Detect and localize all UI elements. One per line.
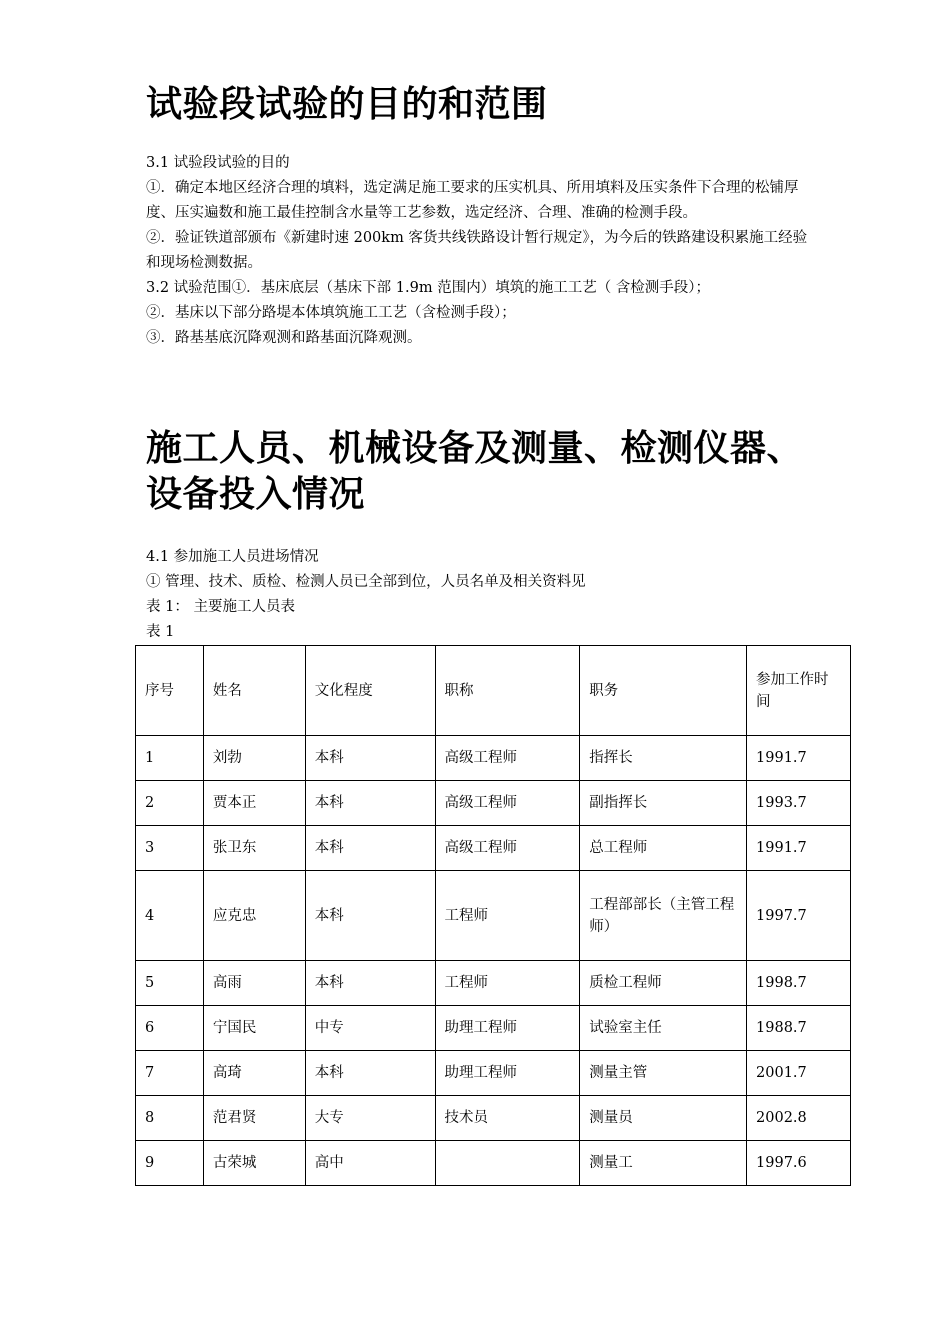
table-cell: 1988.7 xyxy=(747,1006,851,1051)
table-cell: 测量员 xyxy=(580,1096,747,1141)
table-cell: 本科 xyxy=(305,736,435,781)
header-cell: 职务 xyxy=(580,646,747,736)
table-cell: 高级工程师 xyxy=(435,781,580,826)
table-cell: 中专 xyxy=(305,1006,435,1051)
table-cell: 高中 xyxy=(305,1141,435,1186)
table-cell: 高雨 xyxy=(203,961,305,1006)
table-cell: 技术员 xyxy=(435,1096,580,1141)
table-cell: 张卫东 xyxy=(203,826,305,871)
table-cell: 2001.7 xyxy=(747,1051,851,1096)
table-cell: 测量主管 xyxy=(580,1051,747,1096)
table-cell: 1 xyxy=(136,736,204,781)
table-cell: 5 xyxy=(136,961,204,1006)
purpose-item-2: ②．验证铁道部颁布《新建时速 200km 客货共线铁路设计暂行规定》，为今后的铁路建设积累施工经验和现场检测数据。 xyxy=(146,230,808,271)
table-cell: 7 xyxy=(136,1051,204,1096)
table-row xyxy=(136,1006,851,1051)
table-cell: 9 xyxy=(136,1141,204,1186)
table-cell: 本科 xyxy=(305,781,435,826)
table-cell: 2002.8 xyxy=(747,1096,851,1141)
table-cell: 应克忠 xyxy=(203,871,305,961)
scope-item-2: ②．基床以下部分路堤本体填筑施工工艺（含检测手段）； xyxy=(146,305,516,321)
table-cell: 质检工程师 xyxy=(580,961,747,1006)
table-cell: 工程师 xyxy=(435,871,580,961)
table-cell: 贾本正 xyxy=(203,781,305,826)
subsection-4-1-title: 4.1 参加施工人员进场情况 xyxy=(146,549,319,565)
header-cell: 参加工作时间 xyxy=(747,646,851,736)
table-cell: 范君贤 xyxy=(203,1096,305,1141)
table-cell: 本科 xyxy=(305,871,435,961)
section-4-body xyxy=(146,545,812,645)
table-cell: 助理工程师 xyxy=(435,1051,580,1096)
table-cell: 工程部部长（主管工程师） xyxy=(580,871,747,961)
table-row xyxy=(136,736,851,781)
table-cell: 大专 xyxy=(305,1096,435,1141)
table-cell: 本科 xyxy=(305,1051,435,1096)
table-cell: 古荣城 xyxy=(203,1141,305,1186)
table-cell: 副指挥长 xyxy=(580,781,747,826)
table-cell: 1993.7 xyxy=(747,781,851,826)
table-label: 表 1 xyxy=(146,624,175,640)
table-caption: 表 1： 主要施工人员表 xyxy=(146,599,295,615)
scope-item-3: ③．路基基底沉降观测和路基面沉降观测。 xyxy=(146,330,422,346)
table-row xyxy=(136,961,851,1006)
table-cell: 测量工 xyxy=(580,1141,747,1186)
table-cell: 3 xyxy=(136,826,204,871)
section-3-body xyxy=(146,151,812,351)
table-cell: 8 xyxy=(136,1096,204,1141)
header-cell: 文化程度 xyxy=(305,646,435,736)
table-cell: 指挥长 xyxy=(580,736,747,781)
table-row xyxy=(136,1141,851,1186)
section-3-heading: 试验段试验的目的和范围 xyxy=(146,84,548,125)
table-row xyxy=(136,1096,851,1141)
table-cell: 1991.7 xyxy=(747,736,851,781)
table-cell: 高级工程师 xyxy=(435,826,580,871)
scope-item-1: 3.2 试验范围①．基床底层（基床下部 1.9m 范围内）填筑的施工工艺（ 含检测手段）； xyxy=(146,280,711,296)
subsection-3-1-title: 3.1 试验段试验的目的 xyxy=(146,155,290,171)
table-cell: 4 xyxy=(136,871,204,961)
header-cell: 序号 xyxy=(136,646,204,736)
table-cell: 6 xyxy=(136,1006,204,1051)
table-cell: 总工程师 xyxy=(580,826,747,871)
table-cell: 1997.7 xyxy=(747,871,851,961)
table-cell: 1991.7 xyxy=(747,826,851,871)
staff-table xyxy=(135,645,851,1186)
table-cell: 高琦 xyxy=(203,1051,305,1096)
table-cell: 宁国民 xyxy=(203,1006,305,1051)
header-cell: 职称 xyxy=(435,646,580,736)
table-row xyxy=(136,781,851,826)
table-cell xyxy=(435,1141,580,1186)
table-header-row xyxy=(136,646,851,736)
table-cell: 2 xyxy=(136,781,204,826)
table-row xyxy=(136,871,851,961)
table-cell: 助理工程师 xyxy=(435,1006,580,1051)
table-cell: 本科 xyxy=(305,961,435,1006)
header-cell: 姓名 xyxy=(203,646,305,736)
section-4-heading: 施工人员、机械设备及测量、检测仪器、设备投入情况 xyxy=(146,428,804,515)
table-row xyxy=(136,1051,851,1096)
purpose-item-1: ①．确定本地区经济合理的填料，选定满足施工要求的压实机具、所用填料及压实条件下合理的松铺厚度、压实遍数和施工最佳控制含水量等工艺参数，选定经济、合理、准确的检测手段。 xyxy=(146,180,799,221)
table-cell: 刘勃 xyxy=(203,736,305,781)
table-cell: 1998.7 xyxy=(747,961,851,1006)
staff-arrival-note: ① 管理、技术、质检、检测人员已全部到位，人员名单及相关资料见 xyxy=(146,574,586,590)
table-cell: 试验室主任 xyxy=(580,1006,747,1051)
table-cell: 1997.6 xyxy=(747,1141,851,1186)
table-cell: 高级工程师 xyxy=(435,736,580,781)
table-cell: 本科 xyxy=(305,826,435,871)
table-row xyxy=(136,826,851,871)
table-cell: 工程师 xyxy=(435,961,580,1006)
